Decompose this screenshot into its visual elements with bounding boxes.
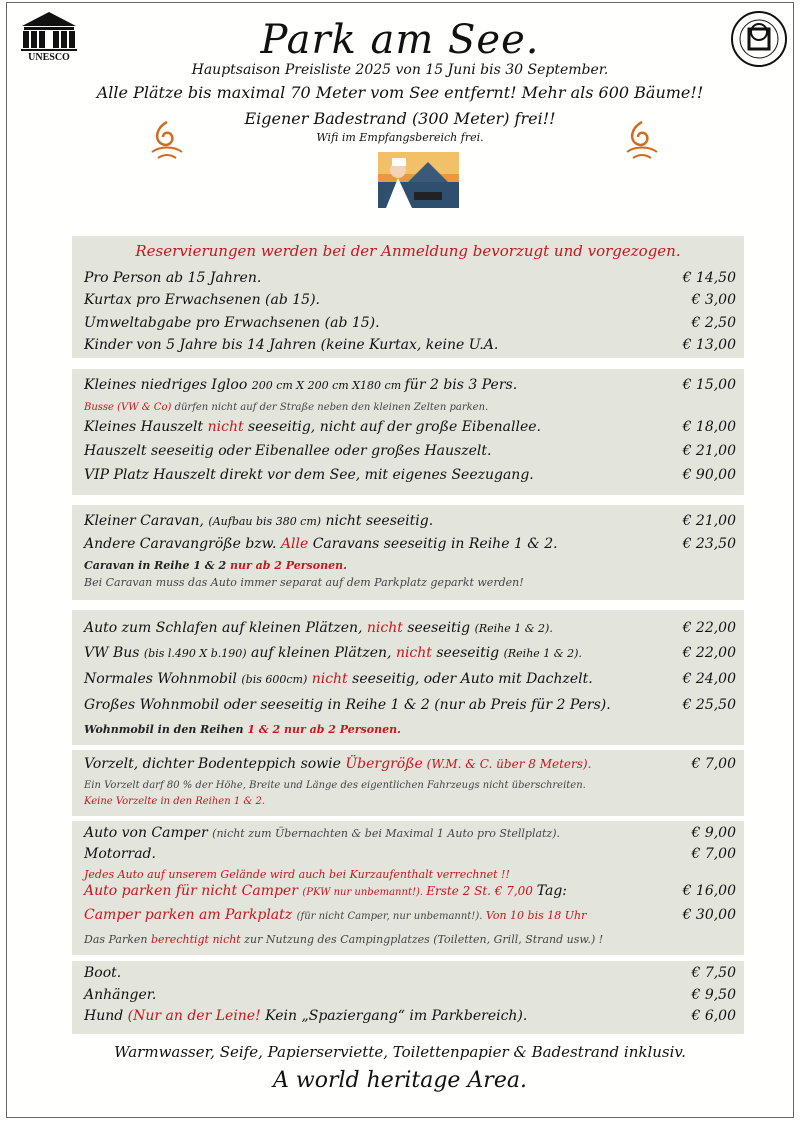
price-value: € 7,00 [691, 756, 736, 772]
price-label: Hund (Nur an der Leine! Kein „Spaziergang“ im Parkbereich). [84, 1008, 528, 1024]
price-label: Auto zum Schlafen auf kleinen Plätzen, nicht seeseitig (Reihe 1 & 2). [84, 620, 553, 636]
lake-poster-image [378, 152, 459, 208]
extras-box [72, 961, 744, 1034]
price-row [84, 987, 736, 1009]
price-label: Auto parken für nicht Camper (PKW nur unbemannt!). Erste 2 St. € 7,00 Tag: [84, 883, 568, 899]
price-row [84, 965, 736, 987]
price-label: Kleines niedriges Igloo 200 cm X 200 cm X180 cm für 2 bis 3 Pers. [84, 377, 518, 393]
price-row [84, 337, 736, 359]
price-value: € 23,50 [682, 536, 736, 552]
price-value: € 7,50 [691, 965, 736, 981]
price-label: Kleiner Caravan, (Aufbau bis 380 cm) nicht seeseitig. [84, 513, 434, 529]
price-value: € 16,00 [682, 883, 736, 899]
price-label: Normales Wohnmobil (bis 600cm) nicht seeseitig, oder Auto mit Dachzelt. [84, 671, 593, 687]
motorhome-note: Wohnmobil in den Reihen 1 & 2 nur ab 2 Personen. [84, 723, 401, 736]
price-value: € 15,00 [682, 377, 736, 393]
price-label: Camper parken am Parkplatz (für nicht Camper, nur unbemannt!). Von 10 bis 18 Uhr [84, 907, 587, 923]
ornament-left-icon [144, 118, 190, 164]
price-value: € 18,00 [682, 419, 736, 435]
price-row [84, 513, 736, 535]
heritage-line: A world heritage Area. [273, 1068, 527, 1093]
price-value: € 13,00 [682, 337, 736, 353]
parking-box [72, 821, 744, 955]
price-value: € 3,00 [691, 292, 736, 308]
price-label: VIP Platz Hauszelt direkt vor dem See, mit eigenes Seezugang. [84, 467, 534, 483]
price-value: € 90,00 [682, 467, 736, 483]
price-value: € 9,00 [691, 825, 736, 841]
price-row [84, 270, 736, 292]
price-label: Boot. [84, 965, 122, 981]
price-value: € 21,00 [682, 443, 736, 459]
price-row [84, 536, 736, 558]
included-line: Warmwasser, Seife, Papierserviette, Toilettenpapier & Badestrand inklusiv. [114, 1043, 686, 1061]
price-row [84, 756, 736, 778]
price-value: € 6,00 [691, 1008, 736, 1024]
price-row [84, 377, 736, 399]
season-line: Hauptsaison Preisliste 2025 von 15 Juni bis 30 September. [191, 62, 609, 78]
caravan-note: Caravan in Reihe 1 & 2 nur ab 2 Personen. [84, 559, 347, 572]
price-value: € 7,00 [691, 846, 736, 862]
price-value: € 25,50 [682, 697, 736, 713]
price-row [84, 315, 736, 337]
reservation-heading: Reservierungen werden bei der Anmeldung bevorzugt und vorgezogen. [135, 242, 681, 260]
price-label: Kleines Hauszelt nicht seeseitig, nicht auf der große Eibenallee. [84, 419, 541, 435]
price-label: Anhänger. [84, 987, 157, 1003]
ornament-right-icon [619, 118, 665, 164]
awning-size-note: Ein Vorzelt darf 80 % der Höhe, Breite und Länge des eigentlichen Fahrzeugs nicht überschreiten. [84, 780, 586, 791]
price-label: VW Bus (bis l.490 X b.190) auf kleinen Plätzen, nicht seeseitig (Reihe 1 & 2). [84, 645, 582, 661]
price-list-page [6, 2, 794, 1118]
price-label: Kurtax pro Erwachsenen (ab 15). [84, 292, 320, 308]
charge-note: Jedes Auto auf unserem Gelände wird auch bei Kurzaufenthalt verrechnet !! [84, 868, 510, 881]
price-value: € 2,50 [691, 315, 736, 331]
price-row [84, 620, 736, 642]
price-label: Vorzelt, dichter Bodenteppich sowie Übergröße (W.M. & C. über 8 Meters). [84, 756, 592, 772]
tent-box [72, 369, 744, 495]
price-label: Auto von Camper (nicht zum Übernachten & bei Maximal 1 Auto pro Stellplatz). [84, 825, 561, 841]
distance-line: Alle Plätze bis maximal 70 Meter vom See entfernt! Mehr als 600 Bäume!! [96, 83, 704, 102]
page-title: Park am See. [260, 17, 540, 63]
caravan-box [72, 505, 744, 600]
price-value: € 22,00 [682, 645, 736, 661]
wifi-line: Wifi im Empfangsbereich frei. [316, 131, 484, 144]
price-row [84, 443, 736, 465]
price-value: € 21,00 [682, 513, 736, 529]
price-row [84, 1008, 736, 1030]
price-label: Hauszelt seeseitig oder Eibenallee oder großes Hauszelt. [84, 443, 492, 459]
price-row [84, 697, 736, 719]
price-value: € 9,50 [691, 987, 736, 1003]
parking-usage-note: Das Parken berechtigt nicht zur Nutzung des Campingplatzes (Toiletten, Grill, Strand usw.) ! [84, 933, 604, 946]
reservation-box [72, 236, 744, 358]
beach-line: Eigener Badestrand (300 Meter) frei!! [244, 109, 556, 128]
price-row [84, 907, 736, 929]
price-label: Kinder von 5 Jahre bis 14 Jahren (keine Kurtax, keine U.A. [84, 337, 499, 353]
price-label: Umweltabgabe pro Erwachsenen (ab 15). [84, 315, 380, 331]
bus-note: Busse (VW & Co) dürfen nicht auf der Straße neben den kleinen Zelten parken. [84, 402, 489, 413]
unesco-logo-text: UNESCO [28, 52, 70, 62]
price-label: Pro Person ab 15 Jahren. [84, 270, 262, 286]
price-row [84, 671, 736, 693]
price-row [84, 419, 736, 441]
price-value: € 22,00 [682, 620, 736, 636]
awning-row-note: Keine Vorzelte in den Reihen 1 & 2. [84, 796, 266, 807]
price-row [84, 292, 736, 314]
price-row [84, 846, 736, 868]
price-row [84, 883, 736, 905]
price-value: € 30,00 [682, 907, 736, 923]
motorhome-box [72, 610, 744, 745]
price-label: Andere Caravangröße bzw. Alle Caravans seeseitig in Reihe 1 & 2. [84, 536, 558, 552]
price-value: € 14,50 [682, 270, 736, 286]
price-row [84, 467, 736, 489]
price-row [84, 825, 736, 847]
price-value: € 24,00 [682, 671, 736, 687]
price-row [84, 645, 736, 667]
price-label: Großes Wohnmobil oder seeseitig in Reihe 1 & 2 (nur ab Preis für 2 Pers). [84, 697, 611, 713]
price-label: Motorrad. [84, 846, 156, 862]
caravan-parking-note: Bei Caravan muss das Auto immer separat auf dem Parkplatz geparkt werden! [84, 576, 524, 589]
awning-box [72, 750, 744, 816]
